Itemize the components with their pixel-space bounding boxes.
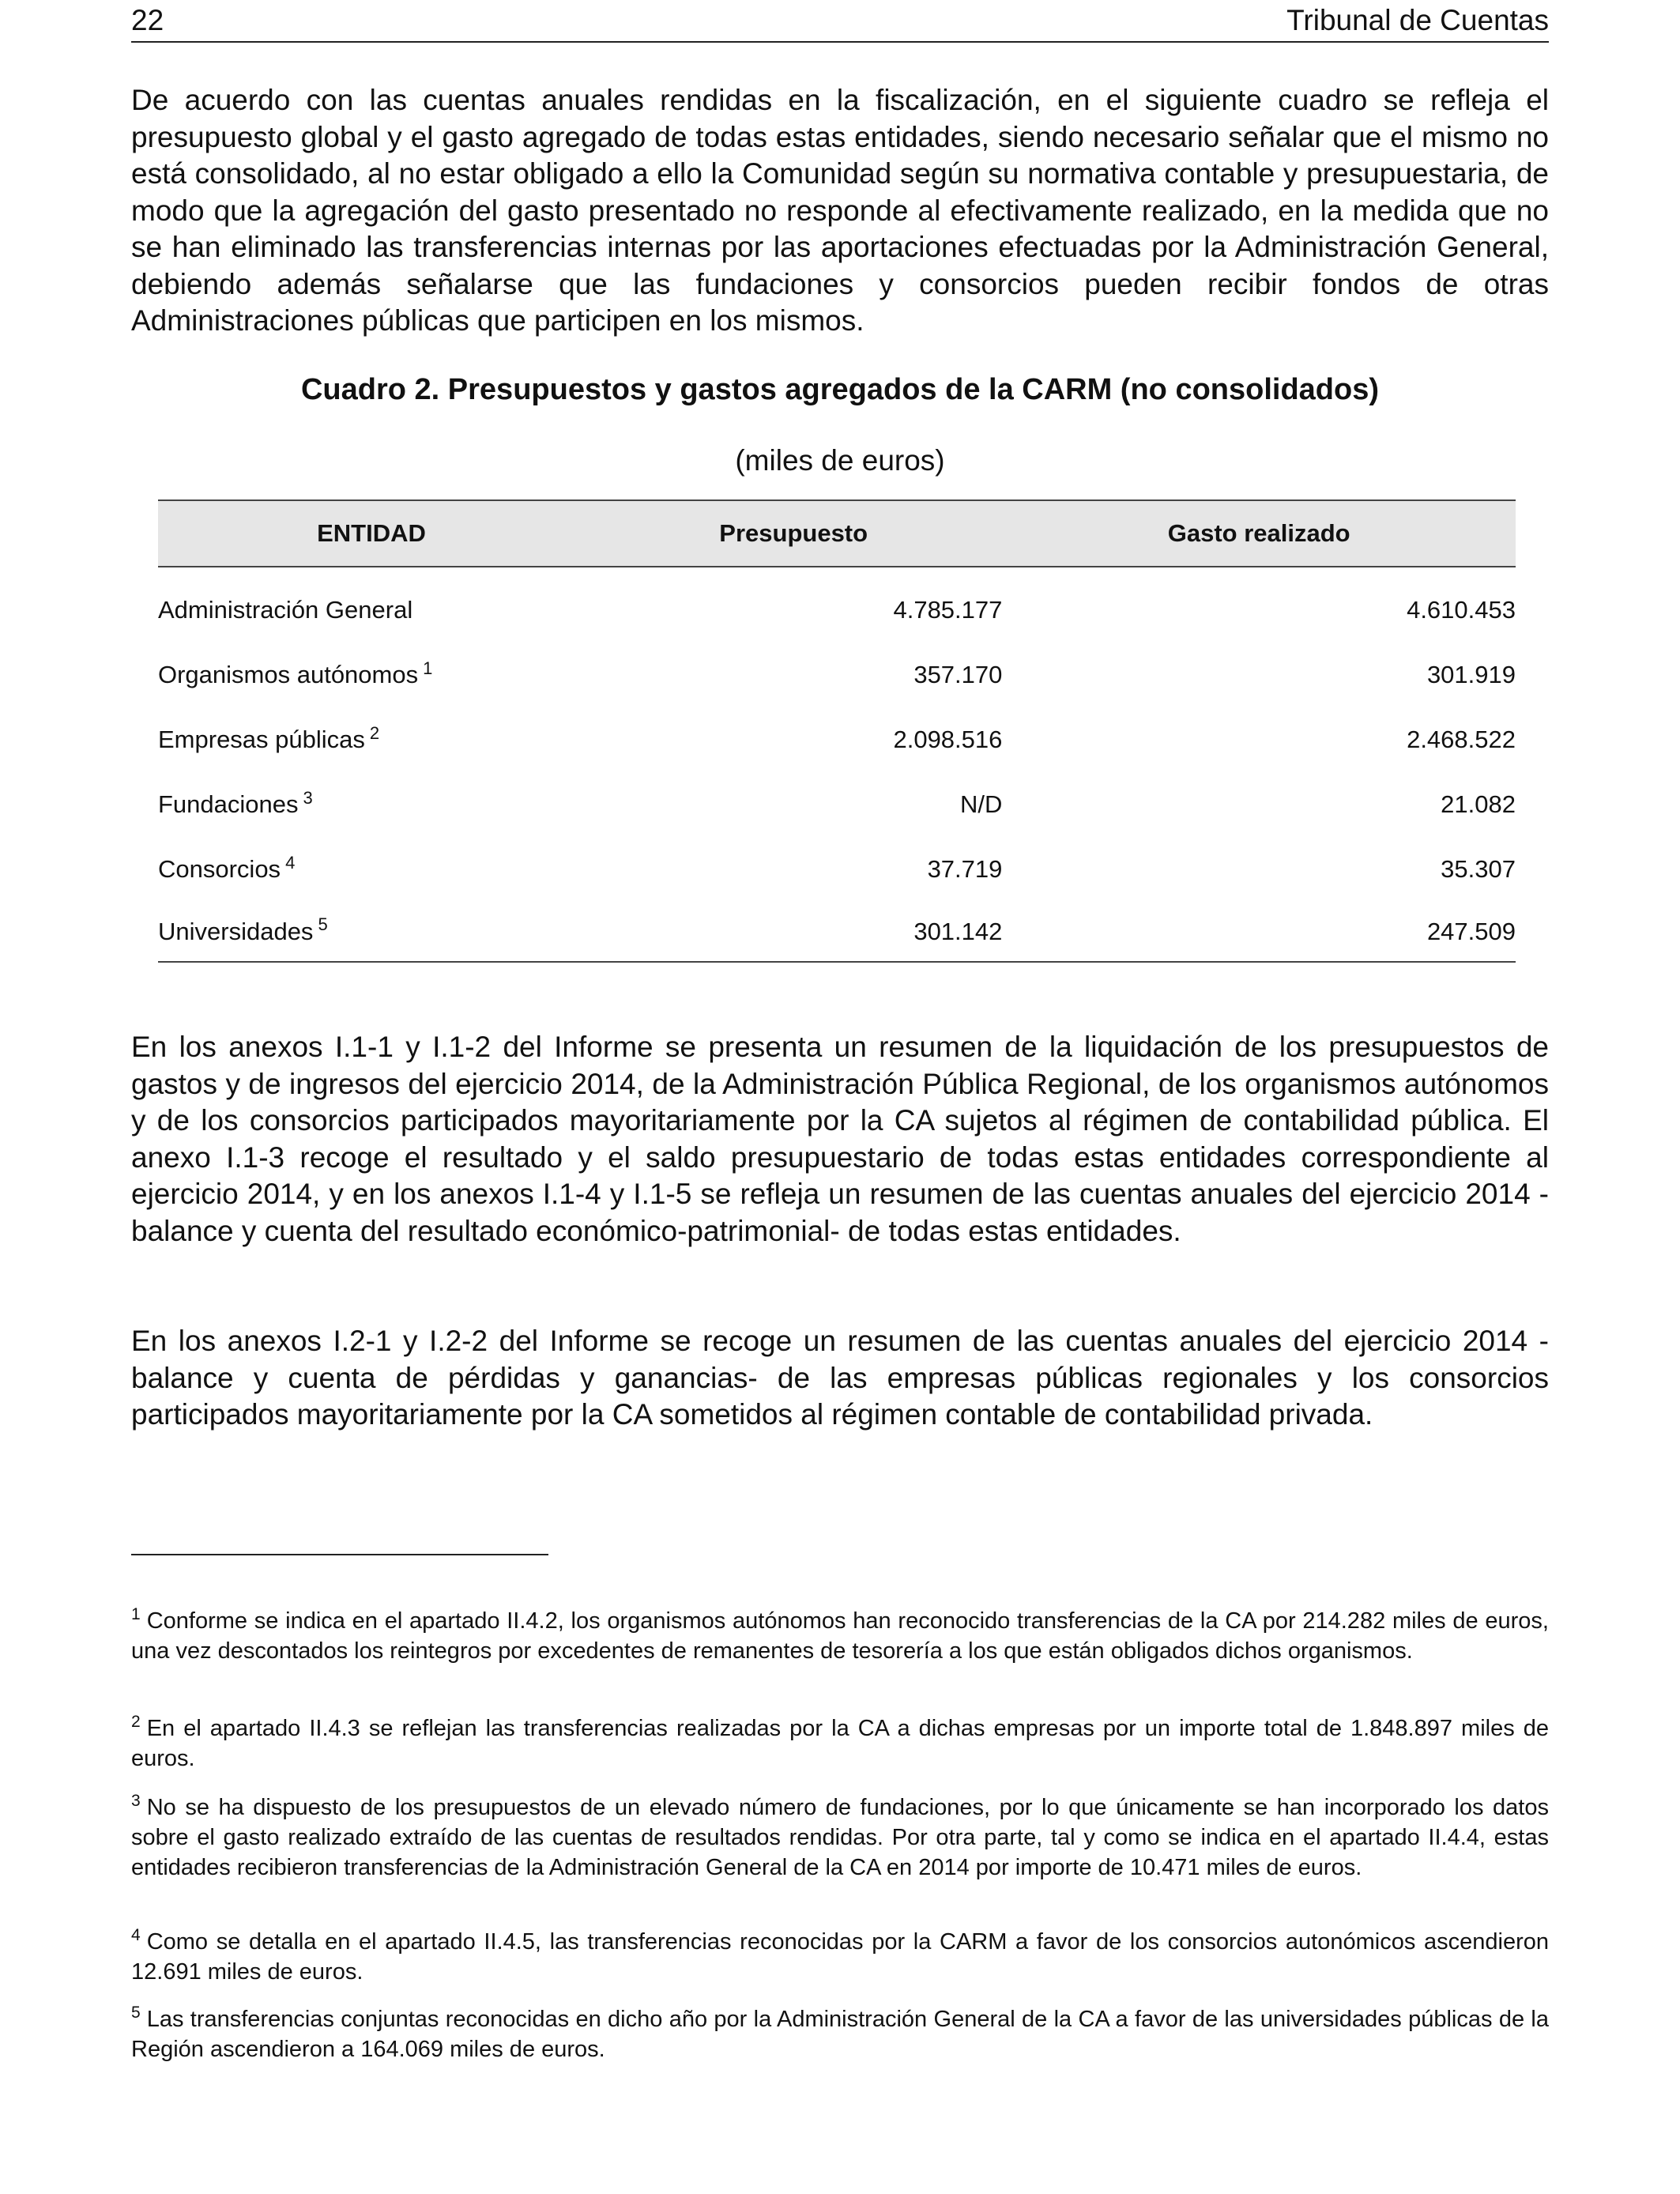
footnote-text: Como se detalla en el apartado II.4.5, las transferencias reconocidas por la CARM a favor de los consorcios autonómicos ascendieron 12.691 miles de euros.	[131, 1929, 1549, 1985]
annexes-paragraph-2: En los anexos I.2-1 y I.2-2 del Informe se recoge un resumen de las cuentas anuales del ejercicio 2014 -balance y cuenta de pérdidas y ganancias- de las empresas públicas regionales y los consorcios participados mayoritariamente por la CA sometidos al régimen contable de contabilidad privada.	[131, 1325, 1549, 1431]
footnote-number: 3	[131, 1792, 141, 1811]
spending-cell: 35.307	[1441, 855, 1516, 883]
table-header-row	[158, 500, 1516, 567]
header-entity: ENTIDAD	[317, 519, 426, 547]
budget-cell: 357.170	[913, 661, 1003, 688]
entity-name: Empresas públicas	[158, 726, 365, 753]
spending-cell: 2.468.522	[1407, 726, 1516, 753]
header-spending: Gasto realizado	[1167, 519, 1350, 547]
table-row	[158, 578, 1516, 643]
footnote-ref: 2	[369, 722, 380, 743]
budget-table	[158, 499, 1516, 963]
entity-name: Fundaciones	[158, 790, 299, 818]
entity-cell	[158, 578, 585, 643]
entity-cell	[158, 837, 585, 902]
spending-cell: 21.082	[1441, 790, 1516, 818]
page-number: 22	[131, 4, 164, 36]
table-units: (miles de euros)	[735, 444, 945, 477]
footnote-text: Conforme se indica en el apartado II.4.2, los organismos autónomos han reconocido transferencias de la CA por 214.282 miles de euros, una vez descontados los reintegros por excedentes de remanentes de tesorería a los que están obligados dichos organismos.	[131, 1608, 1549, 1664]
table-spacer	[158, 567, 1516, 578]
entity-cell	[158, 772, 585, 837]
table-row	[158, 837, 1516, 902]
entity-cell	[158, 643, 585, 707]
footnote-number: 5	[131, 2004, 141, 2022]
footnote	[131, 1713, 1549, 1774]
footnote-number: 2	[131, 1713, 141, 1732]
entity-name: Administración General	[158, 596, 413, 624]
footnote-text: No se ha dispuesto de los presupuestos de un elevado número de fundaciones, por lo que únicamente se han incorporado los datos sobre el gasto realizado extraído de las cuentas de resultados rendidas. Por otra parte, tal y como se indica en el apartado II.4.4, estas entidades recibieron transferencias de la Administración General de la CA en 2014 por importe de 10.471 miles de euros.	[131, 1795, 1549, 1880]
footnote	[131, 2004, 1549, 2064]
budget-cell: 301.142	[913, 917, 1003, 945]
spending-cell: 247.509	[1426, 917, 1516, 945]
budget-cell: 37.719	[927, 855, 1003, 883]
footnote-number: 4	[131, 1926, 141, 1945]
footnote	[131, 1606, 1549, 1666]
running-header	[131, 0, 1549, 43]
footnote-ref: 3	[303, 787, 313, 808]
table-row	[158, 643, 1516, 707]
spending-cell: 301.919	[1426, 661, 1516, 688]
table-row	[158, 902, 1516, 962]
budget-cell: N/D	[960, 790, 1003, 818]
table-title: Cuadro 2. Presupuestos y gastos agregados de la CARM (no consolidados)	[300, 373, 1380, 406]
annexes-paragraph-1: En los anexos I.1-1 y I.1-2 del Informe se presenta un resumen de la liquidación de los presupuestos de gastos y de ingresos del ejercicio 2014, de la Administración Pública Regional, de los organismos autónomos y de los consorcios participados mayoritariamente por la CA sujetos al régimen de contabilidad pública. El anexo I.1-3 recoge el resultado y el saldo presupuestario de todas estas entidades correspondiente al ejercicio 2014, y en los anexos I.1-4 y I.1-5 se refleja un resumen de las cuentas anuales del ejercicio 2014 -balance y cuenta del resultado económico-patrimonial- de todas estas entidades.	[131, 1031, 1549, 1247]
table-row	[158, 707, 1516, 772]
entity-cell	[158, 707, 585, 772]
budget-table-container	[158, 499, 1516, 963]
footnote	[131, 1793, 1549, 1883]
table-row	[158, 772, 1516, 837]
entity-name: Consorcios	[158, 855, 281, 883]
entity-cell	[158, 902, 585, 962]
publisher-name: Tribunal de Cuentas	[1286, 4, 1549, 36]
footnote-text: Las transferencias conjuntas reconocidas en dicho año por la Administración General de la CA a favor de las universidades públicas de la Región ascendieron a 164.069 miles de euros.	[131, 2007, 1549, 2062]
entity-name: Organismos autónomos	[158, 661, 419, 688]
footnote-ref: 1	[423, 658, 433, 678]
budget-cell: 2.098.516	[893, 726, 1003, 753]
budget-cell: 4.785.177	[893, 596, 1003, 624]
intro-paragraph: De acuerdo con las cuentas anuales rendidas en la fiscalización, en el siguiente cuadro se refleja el presupuesto global y el gasto agregado de todas estas entidades, siendo necesario señalar que el mismo no está consolidado, al no estar obligado a ello la Comunidad según su normativa contable y presupuestaria, de modo que la agregación del gasto presentado no responde al efectivamente realizado, en la medida que no se han eliminado las transferencias internas por las aportaciones efectuadas por la Administración General, debiendo además señalarse que las fundaciones y consorcios pueden recibir fondos de otras Administraciones públicas que participen en los mismos.	[131, 84, 1549, 337]
spending-cell: 4.610.453	[1407, 596, 1516, 624]
footnote-ref: 4	[285, 852, 296, 873]
entity-name: Universidades	[158, 917, 314, 945]
footnote	[131, 1927, 1549, 1987]
header-budget: Presupuesto	[719, 519, 868, 547]
footnote-ref: 5	[318, 914, 328, 935]
footnote-text: En el apartado II.4.3 se reflejan las transferencias realizadas por la CA a dichas empresas por un importe total de 1.848.897 miles de euros.	[131, 1716, 1549, 1771]
footnote-number: 1	[131, 1605, 141, 1624]
footnote-separator	[131, 1554, 548, 1555]
